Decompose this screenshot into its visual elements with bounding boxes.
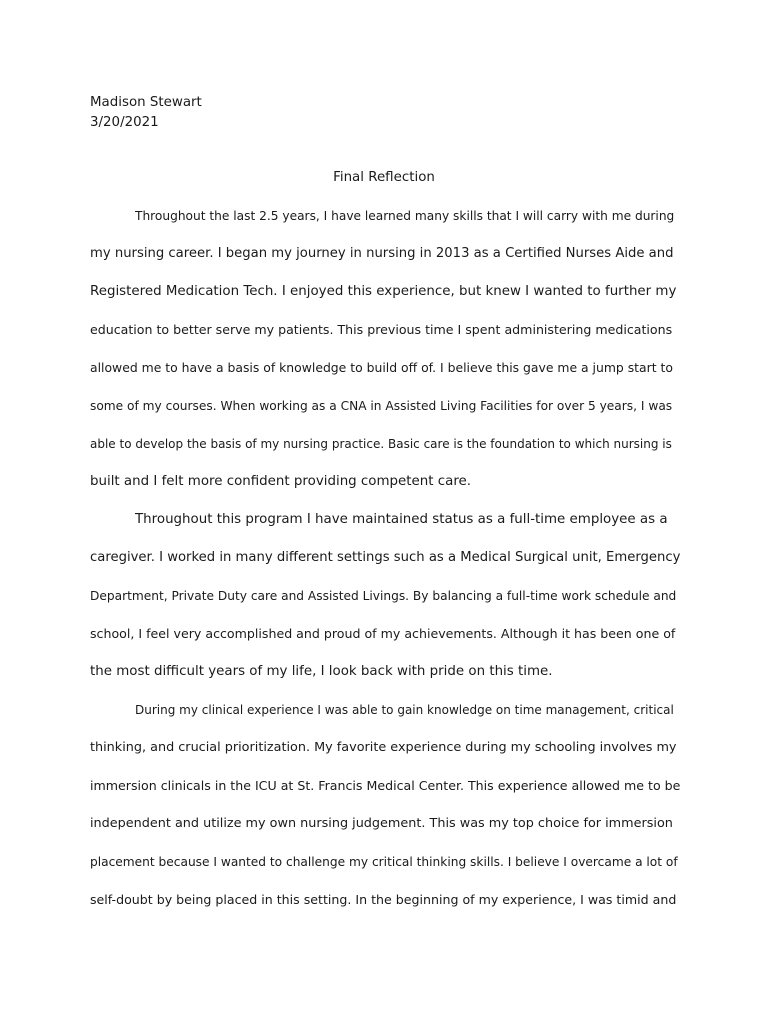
paragraph-line: able to develop the basis of my nursing practice. Basic care is the foundation to which nursing is (90, 437, 672, 451)
paragraph-line: allowed me to have a basis of knowledge to build off of. I believe this gave me a jump start to (90, 360, 673, 375)
paragraph-line: During my clinical experience I was able to gain knowledge on time management, critical (135, 703, 674, 717)
paragraph-line: the most difficult years of my life, I look back with pride on this time. (90, 664, 553, 679)
paragraph-line: self-doubt by being placed in this setting. In the beginning of my experience, I was timid and (90, 892, 677, 907)
paragraph-line: Department, Private Duty care and Assisted Livings. By balancing a full-time work schedule and (90, 589, 677, 603)
paragraph-line: Registered Medication Tech. I enjoyed this experience, but knew I wanted to further my (90, 284, 677, 299)
paragraph-line: my nursing career. I began my journey in nursing in 2013 as a Certified Nurses Aide and (90, 246, 674, 261)
paragraph-line: some of my courses. When working as a CNA in Assisted Living Facilities for over 5 years, I was (90, 399, 673, 413)
paragraph-line: Throughout this program I have maintained status as a full-time employee as a (135, 512, 668, 527)
paragraph-line: independent and utilize my own nursing judgement. This was my top choice for immersion (90, 816, 673, 831)
document-title: Final Reflection (333, 170, 435, 185)
paragraph-line: education to better serve my patients. This previous time I spent administering medications (90, 322, 673, 337)
document-date: 3/20/2021 (90, 115, 159, 130)
paragraph-line: placement because I wanted to challenge my critical thinking skills. I believe I overcame a lot of (90, 855, 678, 869)
paragraph-line: Throughout the last 2.5 years, I have learned many skills that I will carry with me during (135, 209, 675, 223)
paragraph-line: school, I feel very accomplished and proud of my achievements. Although it has been one of (90, 626, 676, 641)
paragraph-line: built and I felt more confident providing competent care. (90, 474, 472, 489)
author-name: Madison Stewart (90, 95, 202, 110)
paragraph-line: immersion clinicals in the ICU at St. Francis Medical Center. This experience allowed me to be (90, 778, 681, 793)
paragraph-line: caregiver. I worked in many different settings such as a Medical Surgical unit, Emergency (90, 550, 681, 565)
paragraph-line: thinking, and crucial prioritization. My favorite experience during my schooling involves my (90, 740, 677, 755)
